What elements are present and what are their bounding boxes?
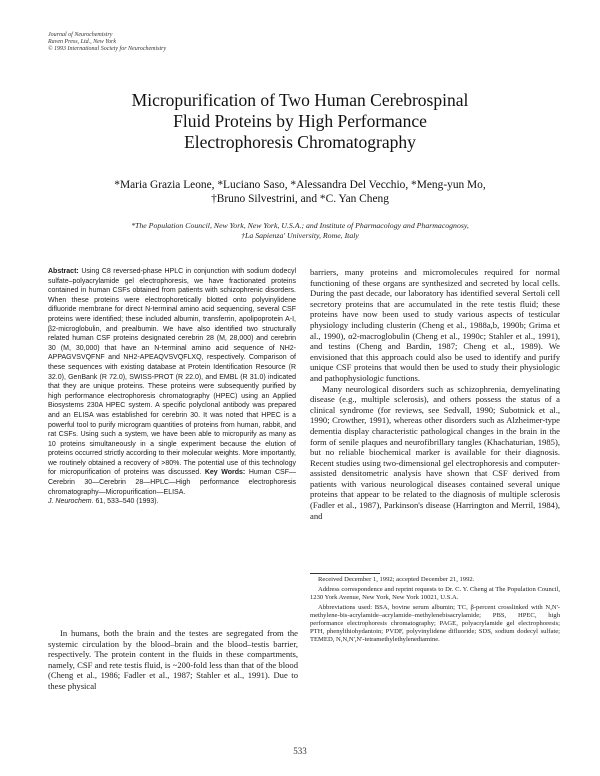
affiliation-line-2: †La Sapienza' University, Rome, Italy xyxy=(241,230,359,240)
abstract-text: Using C8 reversed-phase HPLC in conjunction with sodium dodecyl sulfate–polyacrylamide gel electrophoresis, we have fractionated proteins contained in human CSFs obtained from patients with schizophrenic disorders. When these proteins were electrophoretically blotted onto polyvinylidene difluoride membrane for direct N-terminal amino acid sequencing, several CSF proteins were identified; these included albumin, transferrin, apolipoprotein A-I, β2-microglobulin, and prealbumin. We have also identified two structurally related human CSF proteins designated cerebrin 28 (M, 28,000) and cerebrin 30 (M, 30,000) that have an N-terminal amino acid sequence of NH2-APPAGVSVQFNF and NH2-APEAQVSVQFLXQ, respectively. Comparison of these sequences with existing database at Protein Identification Resource (R 32.0), GenBank (R 72.0), SWISS-PROT (R 22.0), and EMBL (R 31.0) indicated that they are unique proteins. These proteins were subsequently purified by high performance electrophoresis chromatography (HPEC) using an Applied Biosystems 230A HPEC system. A specific polyclonal antibody was prepared and an ELISA was established for cerebrin 30. It was noted that HPEC is a powerful tool to purify microgram quantities of proteins from human, rabbit, and rat CSFs. Using such a system, we have been able to micropurify as many as 10 proteins simultaneously in a single experiment because the elution of proteins occurred strictly according to their molecular weights. More importantly, we routinely obtained a recovery of >80%. The potential use of this technology for micropurification of proteins was discussed. xyxy=(48,268,297,477)
affiliation-line-1: *The Population Council, New York, New York, U.S.A.; and Institute of Pharmacology and Pharmacognosy, xyxy=(131,221,469,230)
footnotes xyxy=(310,576,560,646)
right-paragraph-2: Many neurological disorders such as schizophrenia, demyelinating disease (e.g., multiple sclerosis), and others possess the status of a clinical syndrome (for reviews, see Sedvall, 1990; Subotnick et al., 1990; Crowther, 1991), whereas other disorders such as Alzheimer-type dementia display characteristic pathological changes in the brain in the form of senile plaques and neurofibrillary tangles (Khachaturian, 1985), but no reliable biochemical marker is available for their diagnosis. Recent studies using two-dimensional gel electrophoresis and computer-assisted densitometric analysis have shown that CSF derived from patients with various neurological diseases contained several unique proteins that appear to be related to the diagnosis of multiple sclerosis (Fadler et al., 1987), Parkinson's disease (Harrington and Merril, 1984), and xyxy=(310,383,560,521)
keywords-label: Key Words: xyxy=(204,469,246,477)
right-paragraph-1: barriers, many proteins and micromolecules required for normal functioning of these organs are synthesized and secreted by local cells. During the past decade, our laboratory has identified several Sertoli cell secretory proteins that are accumulated in the rete testis fluid; these proteins have now been used to study various aspects of testicular physiology including clusterin (Cheng et al., 1988a,b, 1990b; Grima et al., 1990), α2-macroglobulin (Cheng et al., 1990c; Stahler et al., 1991), and testins (Cheng and Bardin, 1987; Cheng et al., 1989). We envisioned that this approach could also be used to identify and purify unique CSF proteins that would then be used to study their physiologic and pathophysiologic functions. xyxy=(310,267,560,383)
copyright-line: © 1993 International Society for Neurochemistry xyxy=(48,46,167,53)
publisher-line: Raven Press, Ltd., New York xyxy=(48,39,117,46)
page-number: 533 xyxy=(293,746,307,756)
citation-journal: J. Neurochem. xyxy=(48,498,94,506)
footnote-address: Address correspondence and reprint requests to Dr. C. Y. Cheng at The Population Council, 1230 York Avenue, New York, New York 10021, U.S.A. xyxy=(310,586,560,601)
journal-header xyxy=(48,32,166,54)
title-line-2: Fluid Proteins by High Performance xyxy=(173,111,427,131)
abstract-label: Abstract: xyxy=(48,268,79,275)
keywords-text: Human CSF—Cerebrin 30—Cerebrin 28—HPLC—High performance electrophoresis chromatography—Micropurification—ELISA. xyxy=(48,469,296,496)
title-line-1: Micropurification of Two Human Cerebrospinal xyxy=(131,90,469,110)
right-column-body xyxy=(310,267,560,521)
citation-details: 61, 533–540 (1993). xyxy=(95,498,159,506)
author-list xyxy=(40,178,560,206)
journal-name: Journal of Neurochemistry xyxy=(48,32,113,38)
footnote-abbreviations: Abbreviations used: BSA, bovine serum albumin; TC, β-percent crosslinked with N,N'-methylene-bis-acrylamide–acrylamide–methylenebisacrylamide; PBS, HPEC, high performance electrophoresis chromatography; PAGE, polyacrylamide gel electrophoresis; PTH, phenylthiohydantoin; PVDF, polyvinylidene difluoride; SDS, sodium dodecyl sulfate; TEMED, N,N,N',N'-tetramethylethylenediamine. xyxy=(310,604,560,643)
authors-line-1: *Maria Grazia Leone, *Luciano Saso, *Alessandra Del Vecchio, *Meng-yun Mo, xyxy=(114,179,486,191)
footnote-divider xyxy=(310,573,380,574)
abstract xyxy=(48,267,296,507)
authors-line-2: †Bruno Silvestrini, and *C. Yan Cheng xyxy=(211,193,389,205)
affiliations xyxy=(60,221,540,240)
paper-title xyxy=(60,90,540,153)
footnote-received: Received December 1, 1992; accepted December 21, 1992. xyxy=(318,576,475,583)
title-line-3: Electrophoresis Chromatography xyxy=(184,132,416,152)
intro-paragraph-left: In humans, both the brain and the testes are segregated from the systemic circulation by the blood–brain and the blood–testis barrier, respectively. The protein content in the fluids in these compartments, namely, CSF and rete testis fluid, is ~200-fold less than that of the blood (Cheng et al., 1986; Fadler et al., 1987; Stahler et al., 1991). Due to these physical xyxy=(48,628,298,691)
